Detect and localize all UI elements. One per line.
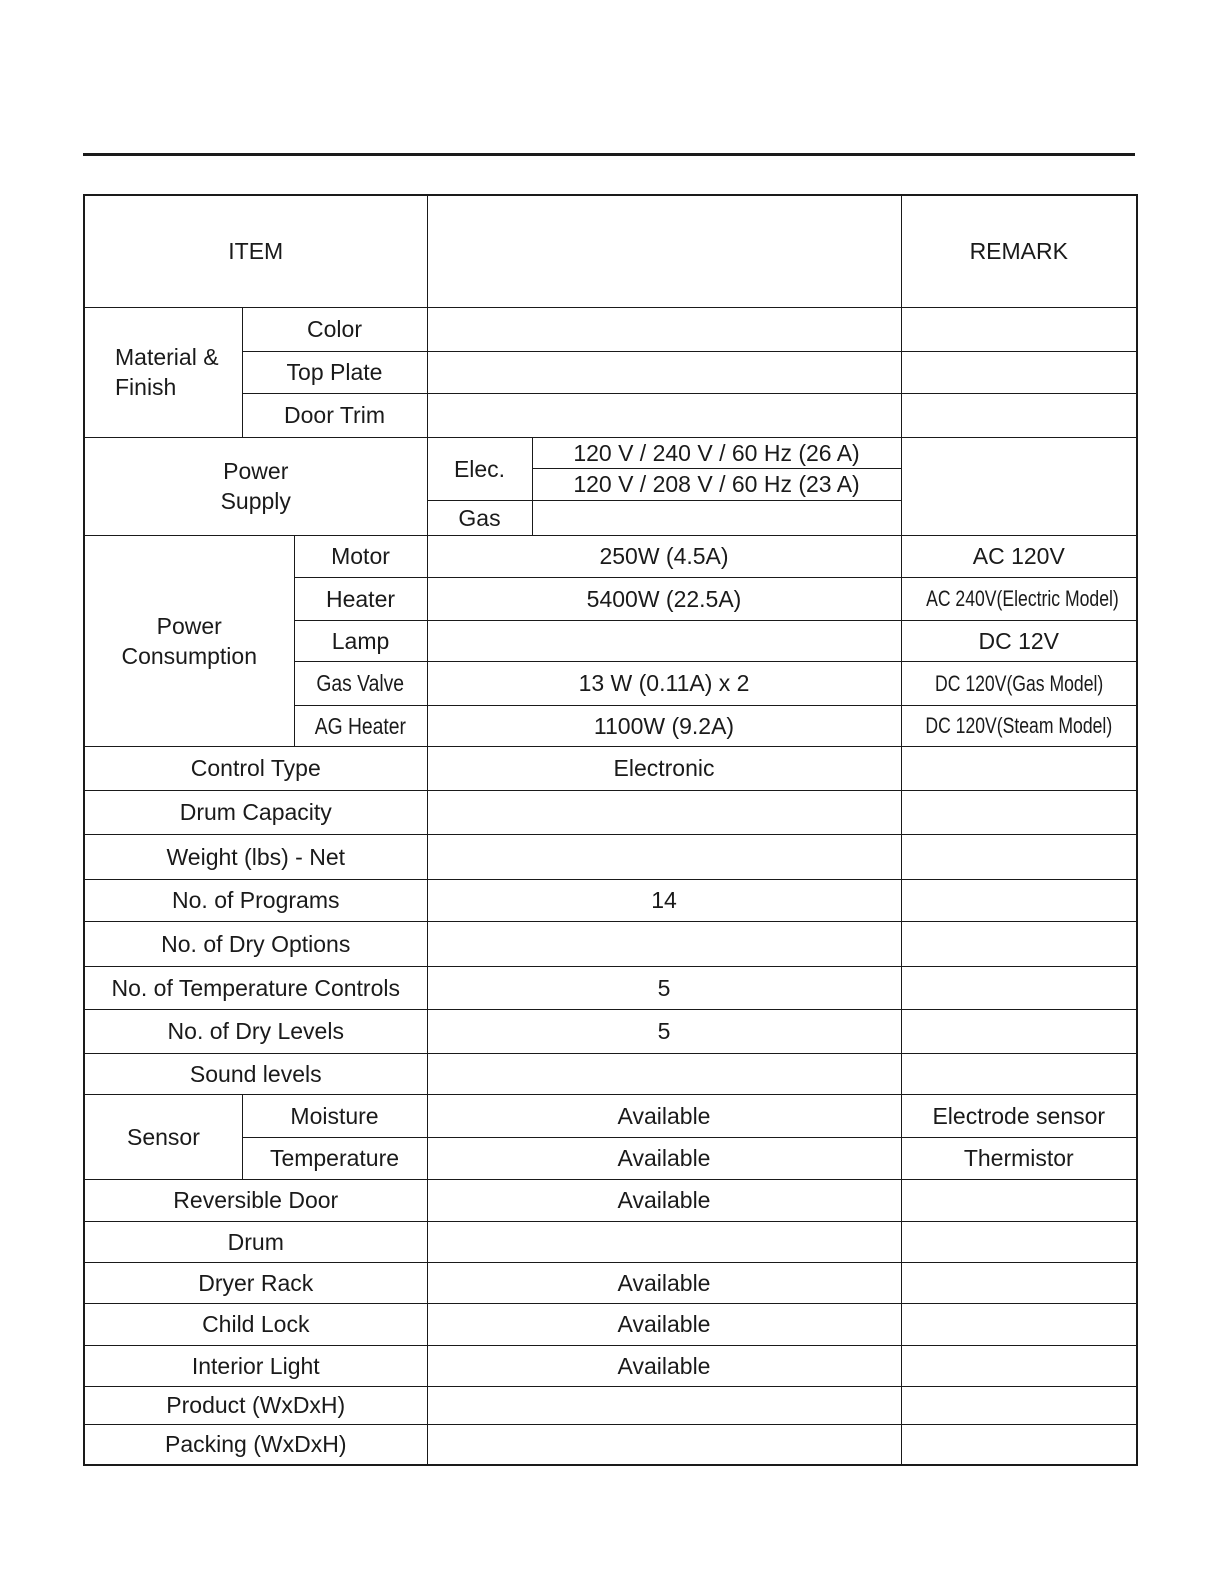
table-row (84, 746, 1137, 790)
table-row (84, 1345, 1137, 1386)
general-row-remark (901, 921, 1137, 966)
table-row (84, 1221, 1137, 1262)
table-row (84, 966, 1137, 1009)
general-row-spec (427, 834, 901, 879)
general-row-name: No. of Programs (84, 879, 427, 921)
feature-row-remark (901, 1262, 1137, 1303)
general-row-name: Sound levels (84, 1053, 427, 1094)
material-row-name: Top Plate (242, 351, 427, 393)
general-row-remark (901, 746, 1137, 790)
consumption-row-remark (901, 705, 1137, 746)
feature-row-name: Drum (84, 1221, 427, 1262)
header-row (84, 195, 1137, 307)
table-row (84, 1386, 1137, 1424)
consumption-row-name (294, 661, 427, 705)
feature-row-remark (901, 1345, 1137, 1386)
general-row-spec: Electronic (427, 746, 901, 790)
table-row (84, 921, 1137, 966)
table-row (84, 307, 1137, 351)
sensor-row-name: Temperature (242, 1137, 427, 1179)
table-row (84, 879, 1137, 921)
power-supply-remark (901, 437, 1137, 535)
consumption-row-name-text: Gas Valve (316, 670, 405, 696)
consumption-row-name: Heater (294, 577, 427, 620)
general-row-name: No. of Dry Levels (84, 1009, 427, 1053)
consumption-row-remark-text: AC 240V(Electric Model) (925, 586, 1119, 611)
consumption-row-name: Lamp (294, 620, 427, 661)
feature-row-name: Child Lock (84, 1303, 427, 1345)
material-row-remark (901, 351, 1137, 393)
table-row (84, 393, 1137, 437)
table-row (84, 1094, 1137, 1137)
sensor-label: Sensor (84, 1094, 242, 1179)
table-row (84, 1262, 1137, 1303)
general-row-spec (427, 790, 901, 834)
table-row (84, 351, 1137, 393)
feature-row-name: Dryer Rack (84, 1262, 427, 1303)
power-supply-elec-label: Elec. (427, 437, 532, 500)
general-row-name: Drum Capacity (84, 790, 427, 834)
feature-row-name: Interior Light (84, 1345, 427, 1386)
consumption-row-spec: 1100W (9.2A) (427, 705, 901, 746)
material-row-spec (427, 393, 901, 437)
consumption-row-name (294, 705, 427, 746)
consumption-row-spec: 250W (4.5A) (427, 535, 901, 577)
general-row-remark (901, 879, 1137, 921)
general-row-name: Control Type (84, 746, 427, 790)
consumption-row-remark-text: DC 120V(Steam Model) (925, 713, 1113, 738)
feature-row-spec (427, 1221, 901, 1262)
material-row-spec (427, 307, 901, 351)
sensor-row-spec: Available (427, 1094, 901, 1137)
general-row-spec: 5 (427, 1009, 901, 1053)
general-row-name: No. of Temperature Controls (84, 966, 427, 1009)
feature-row-remark (901, 1386, 1137, 1424)
header-spec (427, 195, 901, 307)
power-supply-elec-value: 120 V / 240 V / 60 Hz (26 A) (573, 440, 860, 466)
table-row (84, 1053, 1137, 1094)
general-row-remark (901, 1009, 1137, 1053)
power-consumption-label: Power Consumption (84, 535, 294, 746)
top-rule (83, 153, 1135, 156)
consumption-row-remark (901, 661, 1137, 705)
feature-row-remark (901, 1424, 1137, 1465)
feature-row-remark (901, 1179, 1137, 1221)
feature-row-spec: Available (427, 1345, 901, 1386)
material-row-remark (901, 393, 1137, 437)
power-supply-gas-label: Gas (427, 500, 532, 535)
consumption-row-spec: 13 W (0.11A) x 2 (427, 661, 901, 705)
material-row-name: Door Trim (242, 393, 427, 437)
table-row (84, 1424, 1137, 1465)
general-row-remark (901, 1053, 1137, 1094)
feature-row-spec (427, 1386, 901, 1424)
feature-row-name: Reversible Door (84, 1179, 427, 1221)
consumption-row-remark: DC 12V (901, 620, 1137, 661)
feature-row-remark (901, 1303, 1137, 1345)
consumption-row-name-text: AG Heater (314, 712, 407, 739)
sensor-row-spec: Available (427, 1137, 901, 1179)
material-row-name: Color (242, 307, 427, 351)
material-finish-label: Material & Finish (84, 307, 242, 437)
consumption-row-spec: 5400W (22.5A) (427, 577, 901, 620)
general-row-spec (427, 1053, 901, 1094)
material-row-spec (427, 351, 901, 393)
power-supply-label: Power Supply (84, 437, 427, 535)
table-row (84, 1137, 1137, 1179)
power-supply-elec-values (532, 437, 901, 500)
feature-row-name: Packing (WxDxH) (84, 1424, 427, 1465)
consumption-row-name: Motor (294, 535, 427, 577)
consumption-row-remark (901, 577, 1137, 620)
feature-row-spec: Available (427, 1179, 901, 1221)
general-row-remark (901, 790, 1137, 834)
feature-row-name: Product (WxDxH) (84, 1386, 427, 1424)
feature-row-spec: Available (427, 1262, 901, 1303)
general-row-name: No. of Dry Options (84, 921, 427, 966)
consumption-row-spec (427, 620, 901, 661)
feature-row-spec: Available (427, 1303, 901, 1345)
power-supply-gas-value (532, 500, 901, 535)
consumption-row-remark-text: DC 120V(Gas Model) (934, 670, 1103, 696)
sensor-row-remark: Thermistor (901, 1137, 1137, 1179)
specification-table (83, 194, 1138, 1466)
table-row (84, 1179, 1137, 1221)
sensor-row-name: Moisture (242, 1094, 427, 1137)
table-row (84, 1303, 1137, 1345)
general-row-spec: 5 (427, 966, 901, 1009)
header-item: ITEM (84, 195, 427, 307)
power-supply-elec-value: 120 V / 208 V / 60 Hz (23 A) (533, 468, 901, 499)
general-row-remark (901, 834, 1137, 879)
feature-row-spec (427, 1424, 901, 1465)
sensor-row-remark: Electrode sensor (901, 1094, 1137, 1137)
feature-row-remark (901, 1221, 1137, 1262)
general-row-spec (427, 921, 901, 966)
header-remark: REMARK (901, 195, 1137, 307)
table-row (84, 437, 1137, 500)
general-row-name: Weight (lbs) - Net (84, 834, 427, 879)
table-row (84, 790, 1137, 834)
table-row (84, 1009, 1137, 1053)
table-row (84, 535, 1137, 577)
general-row-remark (901, 966, 1137, 1009)
consumption-row-remark: AC 120V (901, 535, 1137, 577)
table-row (84, 834, 1137, 879)
general-row-spec: 14 (427, 879, 901, 921)
material-row-remark (901, 307, 1137, 351)
